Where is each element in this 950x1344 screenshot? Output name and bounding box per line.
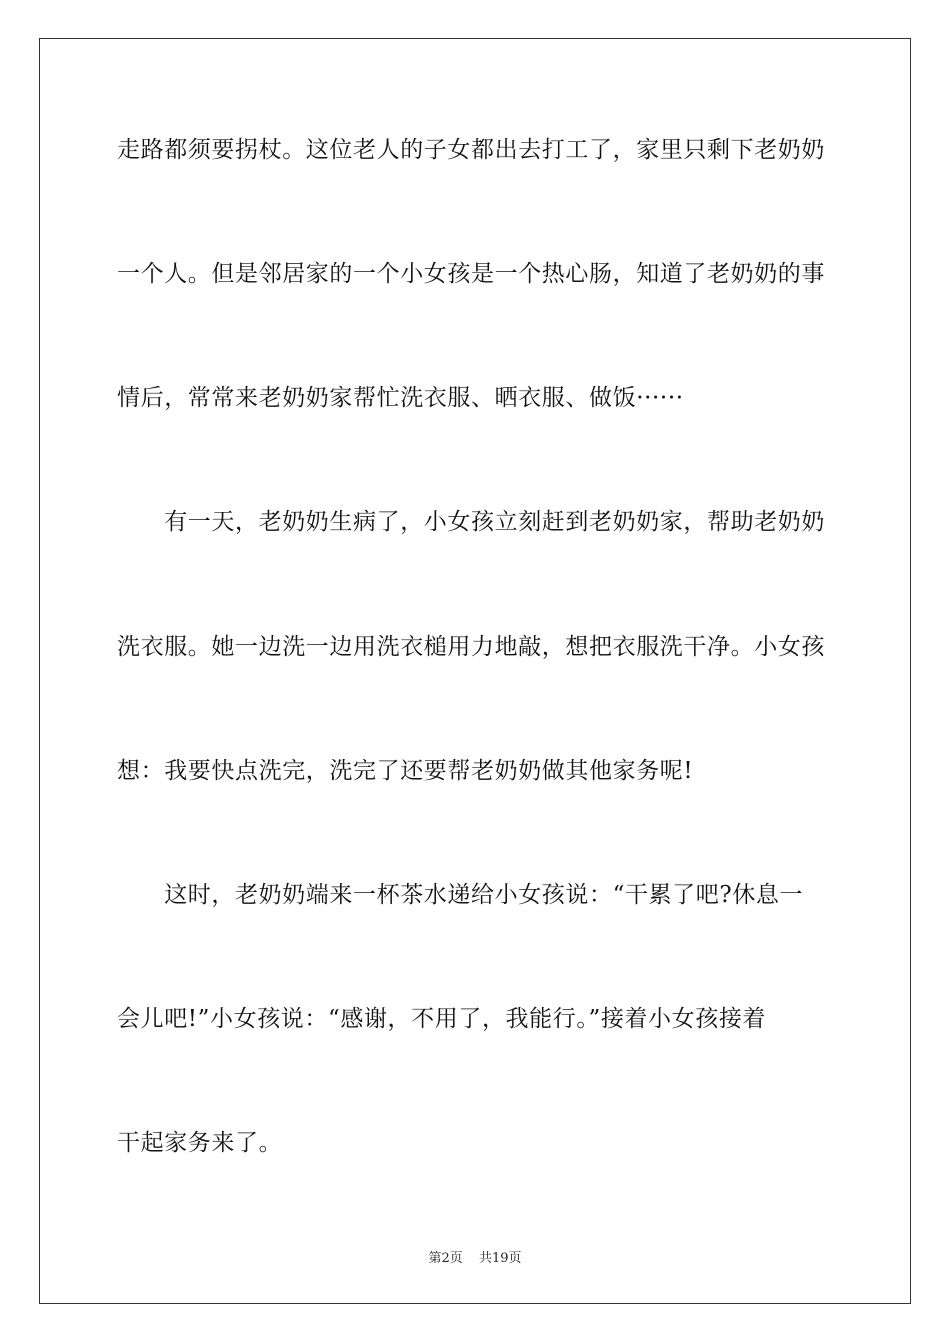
- page-frame: [39, 38, 911, 1304]
- text-line: 一个人。但是邻居家的一个小女孩是一个热心肠，知道了老奶奶的事: [117, 261, 825, 287]
- text-line: 情后，常常来老奶奶家帮忙洗衣服、晒衣服、做饭······: [117, 385, 684, 411]
- page-total: 共19页: [478, 1251, 522, 1266]
- text-line: 会儿吧!”小女孩说：“感谢，不用了，我能行。”接着小女孩接着: [117, 1006, 767, 1032]
- page-footer: [0, 1247, 950, 1266]
- page-number: 第2页: [428, 1251, 463, 1266]
- text-line: 想：我要快点洗完，洗完了还要帮老奶奶做其他家务呢!: [117, 758, 694, 784]
- text-line: 干起家务来了。: [117, 1130, 283, 1156]
- text-line: 这时，老奶奶端来一杯茶水递给小女孩说：“干累了吧?休息一: [117, 882, 804, 908]
- text-line: 有一天，老奶奶生病了，小女孩立刻赶到老奶奶家，帮助老奶奶: [117, 509, 825, 535]
- text-line: 走路都须要拐杖。这位老人的子女都出去打工了，家里只剩下老奶奶: [117, 137, 825, 163]
- text-line: 洗衣服。她一边洗一边用洗衣槌用力地敲，想把衣服洗干净。小女孩: [117, 634, 825, 660]
